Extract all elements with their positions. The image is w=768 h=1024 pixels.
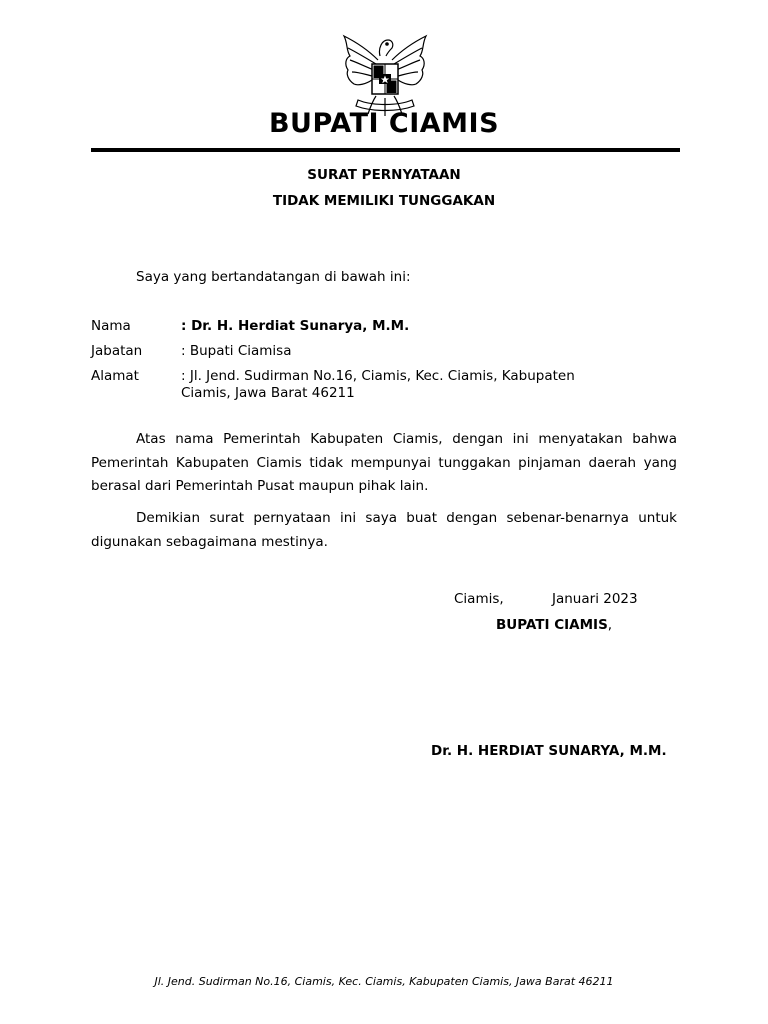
field-value-nama-text: : Dr. H. Herdiat Sunarya, M.M. <box>181 318 410 334</box>
signature-title-comma: , <box>607 617 613 633</box>
signature-place: Ciamis, <box>454 591 504 607</box>
signature-date: Januari 2023 <box>552 591 638 607</box>
field-label-jabatan: Jabatan <box>91 343 143 359</box>
garuda-emblem-icon <box>338 30 432 118</box>
field-value-nama <box>181 318 641 335</box>
field-label-nama: Nama <box>91 318 131 334</box>
document-title: SURAT PERNYATAAN <box>307 167 461 183</box>
footer-address: Jl. Jend. Sudirman No.16, Ciamis, Kec. Ciamis, Kabupaten Ciamis, Jawa Barat 46211 <box>154 975 614 988</box>
field-value-alamat <box>181 368 641 402</box>
field-value-alamat-line2: Ciamis, Jawa Barat 46211 <box>181 385 355 401</box>
closing-paragraph: Demikian surat pernyataan ini saya buat dengan sebenar-benarnya untuk digunakan sebagaimana mestinya. <box>91 510 677 550</box>
signature-title <box>496 617 612 633</box>
field-value-alamat-line1: : Jl. Jend. Sudirman No.16, Ciamis, Kec. Ciamis, Kabupaten <box>181 368 575 384</box>
field-label-alamat: Alamat <box>91 368 139 384</box>
intro-text: Saya yang bertandatangan di bawah ini: <box>136 269 411 285</box>
signatory-name: Dr. H. HERDIAT SUNARYA, M.M. <box>431 743 667 759</box>
statement-paragraph: Atas nama Pemerintah Kabupaten Ciamis, dengan ini menyatakan bahwa Pemerintah Kabupaten Ciamis tidak mempunyai tunggakan pinjaman daerah yang berasal dari Pemerintah Pusat maupun pihak lain. <box>91 431 677 494</box>
letterhead-title: BUPATI CIAMIS <box>268 108 500 139</box>
field-value-jabatan: : Bupati Ciamisa <box>181 343 292 359</box>
signature-title-text: BUPATI CIAMIS <box>496 617 608 633</box>
letterhead-divider <box>91 148 680 152</box>
document-subtitle: TIDAK MEMILIKI TUNGGAKAN <box>272 193 496 209</box>
